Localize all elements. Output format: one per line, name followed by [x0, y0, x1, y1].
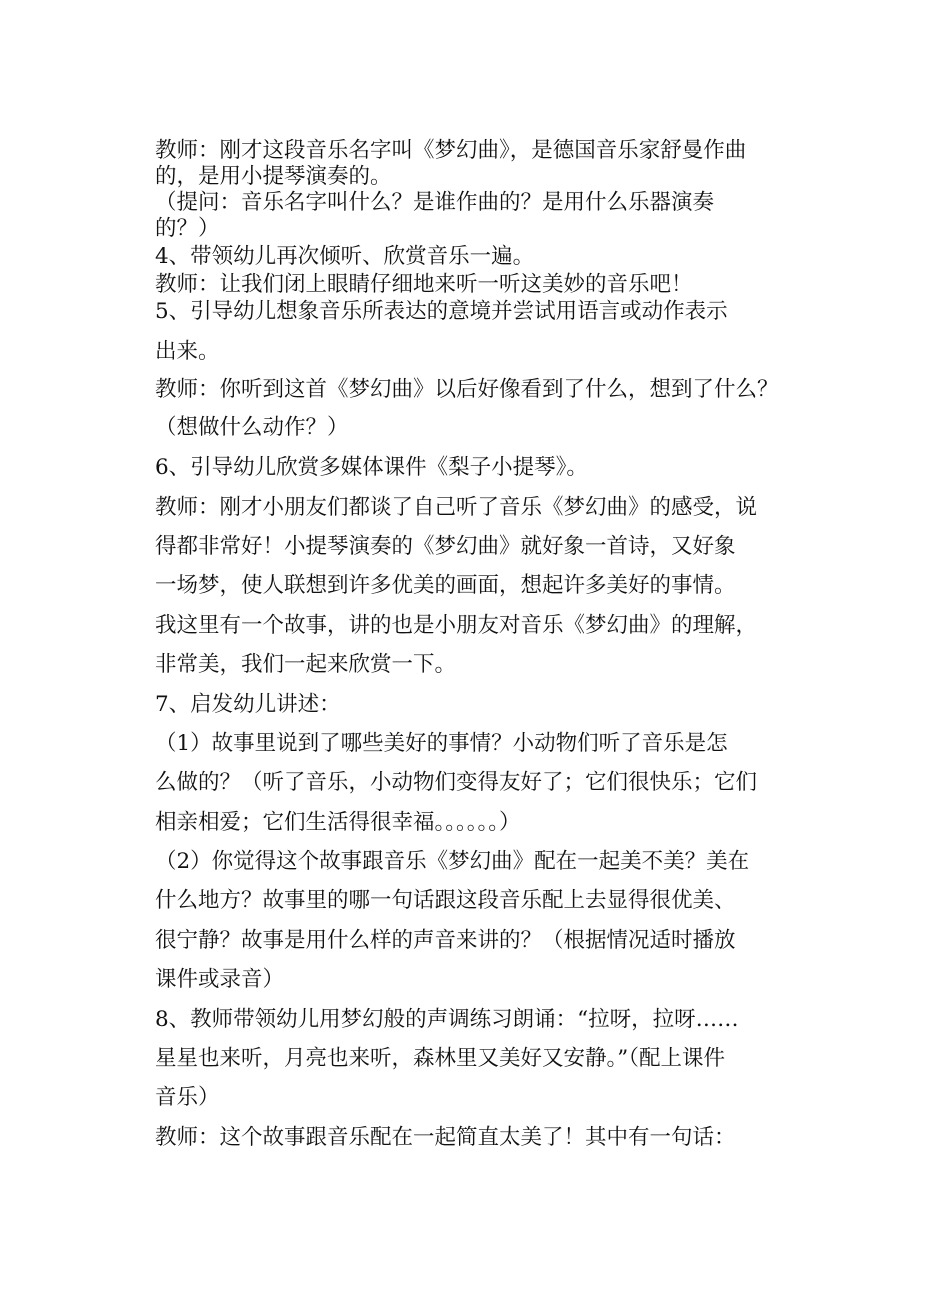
text-line: 出来。	[155, 339, 220, 364]
text-line: 什么地方？故事里的哪一句话跟这段音乐配上去显得很优美、	[155, 888, 736, 913]
text-line: 很宁静？故事是用什么样的声音来讲的？（根据情况适时播放	[155, 928, 736, 953]
text-line: 我这里有一个故事，讲的也是小朋友对音乐《梦幻曲》的理解，	[155, 613, 758, 638]
text-line: 非常美，我们一起来欣赏一下。	[155, 652, 457, 677]
text-line: 的？）	[155, 216, 220, 241]
text-line: 音乐）	[155, 1085, 220, 1110]
list-item: 8、教师带领幼儿用梦幻般的声调练习朗诵：“拉呀，拉呀……	[155, 1007, 739, 1032]
text-line: 教师：刚才这段音乐名字叫《梦幻曲》，是德国音乐家舒曼作曲	[155, 138, 747, 163]
text-line: （提问：音乐名字叫什么？是谁作曲的？是用什么乐器演奏	[155, 190, 715, 215]
text-line: （想做什么动作？）	[155, 415, 349, 440]
text-line: 一场梦，使人联想到许多优美的画面，想起许多美好的事情。	[155, 573, 736, 598]
list-item: 6、引导幼儿欣赏多媒体课件《梨子小提琴》。	[155, 455, 588, 480]
text-line: 得都非常好！小提琴演奏的《梦幻曲》就好象一首诗，又好象	[155, 534, 736, 559]
text-line: 教师：让我们闭上眼睛仔细地来听一听这美妙的音乐吧！	[155, 272, 693, 297]
list-item: 4、带领幼儿再次倾听、欣赏音乐一遍。	[155, 244, 535, 269]
text-line: 教师：你听到这首《梦幻曲》以后好像看到了什么，想到了什么？	[155, 377, 779, 402]
list-item: 7、启发幼儿讲述：	[155, 692, 341, 717]
text-line: 教师：刚才小朋友们都谈了自己听了音乐《梦幻曲》的感受，说	[155, 495, 758, 520]
text-line: 的，是用小提琴演奏的。	[155, 164, 392, 189]
text-line: 相亲相爱；它们生活得很幸福。。。。。。）	[155, 810, 521, 835]
list-item: （2）你觉得这个故事跟音乐《梦幻曲》配在一起美不美？美在	[155, 849, 750, 874]
text-line: 课件或录音）	[155, 967, 285, 992]
list-item: 5、引导幼儿想象音乐所表达的意境并尝试用语言或动作表示	[155, 299, 728, 324]
text-line: 星星也来听，月亮也来听，森林里又美好又安静。”（配上课件	[155, 1046, 725, 1071]
text-line: 教师：这个故事跟音乐配在一起简直太美了！其中有一句话：	[155, 1125, 736, 1150]
list-item: （1）故事里说到了哪些美好的事情？小动物们听了音乐是怎	[155, 731, 728, 756]
text-line: 么做的？（听了音乐，小动物们变得友好了；它们很快乐；它们	[155, 770, 758, 795]
